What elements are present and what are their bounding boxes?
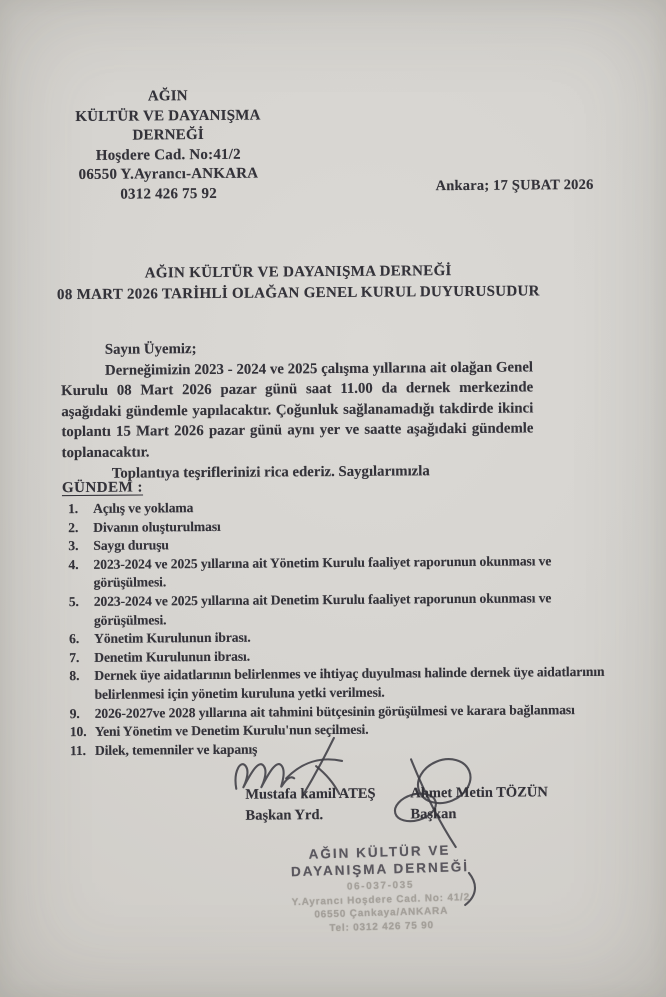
stamp-address-line2: 06550 Çankaya/ANKARA (314, 905, 449, 921)
signer-name-right: Ahmet Metin TÖZÜN (410, 784, 548, 802)
agenda-list (68, 496, 628, 761)
stamp-registry-code: 06-037-035 (346, 879, 415, 893)
body-text (61, 336, 534, 484)
signature-block-right (410, 782, 548, 825)
agenda-item-number: 10. (69, 724, 87, 740)
letterhead-address-line1: Hoşdere Cad. No:41/2 (95, 146, 241, 164)
letterhead (25, 86, 312, 205)
agenda-item-number: 4. (68, 556, 79, 572)
agenda-item-text: Dernek üye aidatlarının belirlenmes ve ihtiyaç duyulması halinde dernek üye aidatlarının belirlenmesi için yönetim kuruluna yetki verilmesi. (94, 664, 605, 702)
association-stamp (252, 841, 509, 937)
agenda-item-text: Denetim Kurulunun ibrası. (94, 648, 251, 665)
agenda-item-text: Yeni Yönetim ve Denetim Kurulu'nun seçilmesi. (94, 721, 369, 740)
document-title (48, 260, 548, 306)
closing-line: Toplantıya teşriflerinizi rica ederiz. Saygılarımızla (111, 462, 430, 482)
agenda-item-text: Dilek, temenniler ve kapanış (94, 741, 258, 758)
agenda-item-text: Divanın oluşturulması (93, 518, 221, 535)
agenda-item-number: 5. (68, 593, 79, 610)
stamp-org-line1: AĞIN KÜLTÜR VE (308, 842, 451, 862)
stamp-address-line1: Y.Ayrancı Hoşdere Cad. No: 41/2 (291, 891, 471, 908)
signature-block-left (245, 784, 376, 827)
document-title-line2: 08 MART 2026 TARİHLİ OLAĞAN GENEL KURUL DUYURUSUDUR (56, 283, 540, 304)
agenda-item-5 (69, 589, 627, 631)
agenda-item-number: 3. (68, 538, 79, 554)
document-title-line1: AĞIN KÜLTÜR VE DAYANIŞMA DERNEĞİ (144, 263, 452, 282)
agenda-item-text: 2023-2024 ve 2025 yıllarına ait Denetim Kurulu faaliyet raporunun okunması ve görüşülmesi. (93, 590, 552, 628)
signer-title-right: Başkan (410, 806, 457, 823)
signer-name-left: Mustafa kamil ATEŞ (245, 785, 376, 803)
signer-title-left: Başkan Yrd. (245, 807, 324, 824)
letterhead-org-line3: DERNEĞİ (132, 127, 204, 144)
agenda-item-number: 9. (69, 705, 80, 721)
agenda-item-text: Yönetim Kurulunun ibrası. (94, 629, 251, 647)
dateline: Ankara; 17 ŞUBAT 2026 (435, 176, 594, 195)
letterhead-org-line2: KÜLTÜR VE DAYANIŞMA (75, 107, 261, 125)
agenda-item-8 (69, 663, 627, 705)
agenda-item-text: Açılış ve yoklama (93, 500, 194, 516)
agenda-item-text: 2023-2024 ve 2025 yıllarına ait Yönetim Kurulu faaliyet raporunun okunması ve görüşülmesi. (93, 553, 552, 591)
agenda-item-number: 2. (68, 519, 79, 535)
letterhead-org-line1: AĞIN (147, 88, 188, 105)
agenda-item-11 (70, 737, 628, 760)
agenda-item-text: 2026-2027ve 2028 yıllarına ait tahmini bütçesinin görüşülmesi ve karara bağlanması (94, 701, 575, 721)
body-paragraph: Derneğimizin 2023 - 2024 ve 2025 çalışma yıllarına ait olağan Genel Kurulu 08 Mart 2026 pazar günü saat 11.00 da dernek merkezinde aşağıdaki gündemle yapılacaktır. Çoğunluk sağlanamadığı takdirde ikinci toplantı 15 Mart 2026 pazar günü aynı yer ve saatte aşağıdaki gündemle toplanacaktır. (61, 359, 534, 462)
agenda-item-number: 7. (69, 649, 80, 665)
agenda-heading: GÜNDEM : (61, 479, 144, 497)
letterhead-phone: 0312 426 75 92 (120, 185, 217, 203)
agenda-item-number: 11. (69, 742, 86, 758)
letterhead-address-line2: 06550 Y.Ayrancı-ANKARA (78, 165, 259, 183)
agenda-item-number: 1. (68, 501, 79, 517)
agenda-item-4 (68, 551, 626, 593)
agenda-item-text: Saygı duruşu (93, 537, 169, 554)
salutation: Sayın Üyemiz; (104, 341, 197, 358)
stamp-org-line2: DAYANIŞMA DERNEĞİ (290, 858, 470, 879)
stamp-phone: Tel: 0312 426 75 90 (329, 919, 435, 934)
agenda-item-number: 8. (69, 668, 80, 684)
agenda-item-number: 6. (69, 631, 80, 647)
